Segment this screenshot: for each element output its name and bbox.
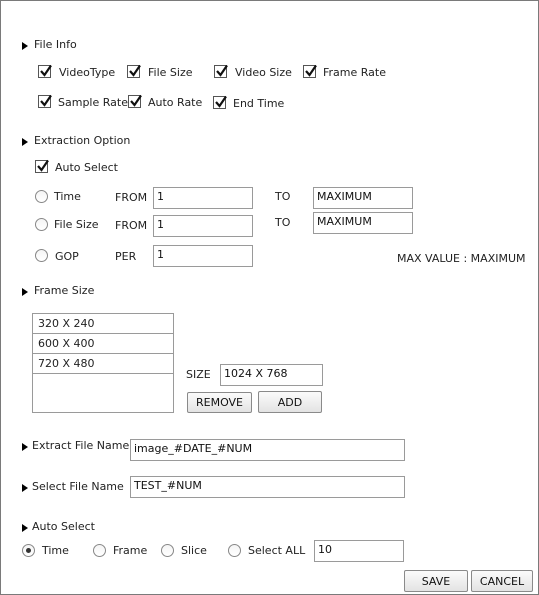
auto-select-value-input[interactable]: 10 [314, 540, 404, 562]
slice-option-radio[interactable] [161, 544, 174, 557]
time-to-input[interactable]: MAXIMUM [313, 187, 413, 209]
triangle-right-icon [22, 138, 28, 146]
list-item[interactable]: 600 X 400 [33, 334, 173, 354]
auto-select-label: Auto Select [55, 161, 118, 174]
time-radio[interactable] [35, 190, 48, 203]
file-size-to-label: TO [275, 216, 291, 229]
gop-per-label: PER [115, 250, 137, 263]
size-input[interactable]: 1024 X 768 [220, 364, 323, 386]
time-option-radio[interactable] [22, 544, 35, 557]
time-from-label: FROM [115, 191, 148, 204]
time-option-label: Time [42, 544, 69, 557]
extraction-option-title: Extraction Option [34, 134, 131, 147]
videotype-label: VideoType [59, 66, 116, 79]
select-all-option-label: Select ALL [248, 544, 306, 557]
remove-button[interactable]: REMOVE [187, 392, 252, 413]
max-value-label: MAX VALUE : MAXIMUM [397, 252, 526, 265]
file-size-from-input[interactable]: 1 [153, 215, 253, 237]
add-button[interactable]: ADD [258, 391, 322, 413]
file-size-to-input[interactable]: MAXIMUM [313, 212, 413, 234]
time-from-input[interactable]: 1 [153, 187, 253, 209]
sample-rate-checkbox[interactable] [38, 95, 51, 108]
end-time-label: End Time [233, 97, 285, 110]
videotype-checkbox[interactable] [38, 65, 51, 78]
extract-file-name-label: Extract File Name [32, 439, 130, 452]
gop-per-input[interactable]: 1 [153, 245, 253, 267]
gop-radio[interactable] [35, 249, 48, 262]
end-time-checkbox[interactable] [213, 96, 226, 109]
save-button[interactable]: SAVE [404, 570, 468, 592]
file-size-from-label: FROM [115, 219, 148, 232]
time-to-label: TO [275, 190, 291, 203]
triangle-right-icon [22, 484, 28, 492]
video-size-checkbox[interactable] [214, 65, 227, 78]
file-size-checkbox[interactable] [127, 65, 140, 78]
triangle-right-icon [22, 443, 28, 451]
sample-rate-label: Sample Rate [58, 96, 128, 109]
gop-radio-label: GOP [55, 250, 79, 263]
frame-option-label: Frame [113, 544, 148, 557]
file-info-title: File Info [34, 38, 77, 51]
auto-rate-checkbox[interactable] [128, 95, 141, 108]
video-size-label: Video Size [235, 66, 292, 79]
list-item[interactable]: 720 X 480 [33, 354, 173, 374]
file-size-radio[interactable] [35, 218, 48, 231]
file-size-label: File Size [148, 66, 193, 79]
file-size-radio-label: File Size [54, 218, 99, 231]
auto-select-title: Auto Select [32, 520, 95, 533]
time-radio-label: Time [54, 190, 81, 203]
slice-option-label: Slice [181, 544, 207, 557]
list-item[interactable]: 320 X 240 [33, 314, 173, 334]
extract-file-name-input[interactable]: image_#DATE_#NUM [130, 439, 405, 461]
select-all-option-radio[interactable] [228, 544, 241, 557]
triangle-right-icon [22, 42, 28, 50]
frame-option-radio[interactable] [93, 544, 106, 557]
size-label: SIZE [186, 368, 211, 381]
triangle-right-icon [22, 524, 28, 532]
cancel-button[interactable]: CANCEL [471, 570, 533, 592]
triangle-right-icon [22, 288, 28, 296]
select-file-name-input[interactable]: TEST_#NUM [130, 476, 405, 498]
frame-size-title: Frame Size [34, 284, 95, 297]
frame-rate-label: Frame Rate [323, 66, 386, 79]
frame-rate-checkbox[interactable] [303, 65, 316, 78]
auto-select-checkbox[interactable] [35, 160, 48, 173]
frame-size-list[interactable] [32, 313, 174, 413]
auto-rate-label: Auto Rate [148, 96, 203, 109]
select-file-name-label: Select File Name [32, 480, 124, 493]
